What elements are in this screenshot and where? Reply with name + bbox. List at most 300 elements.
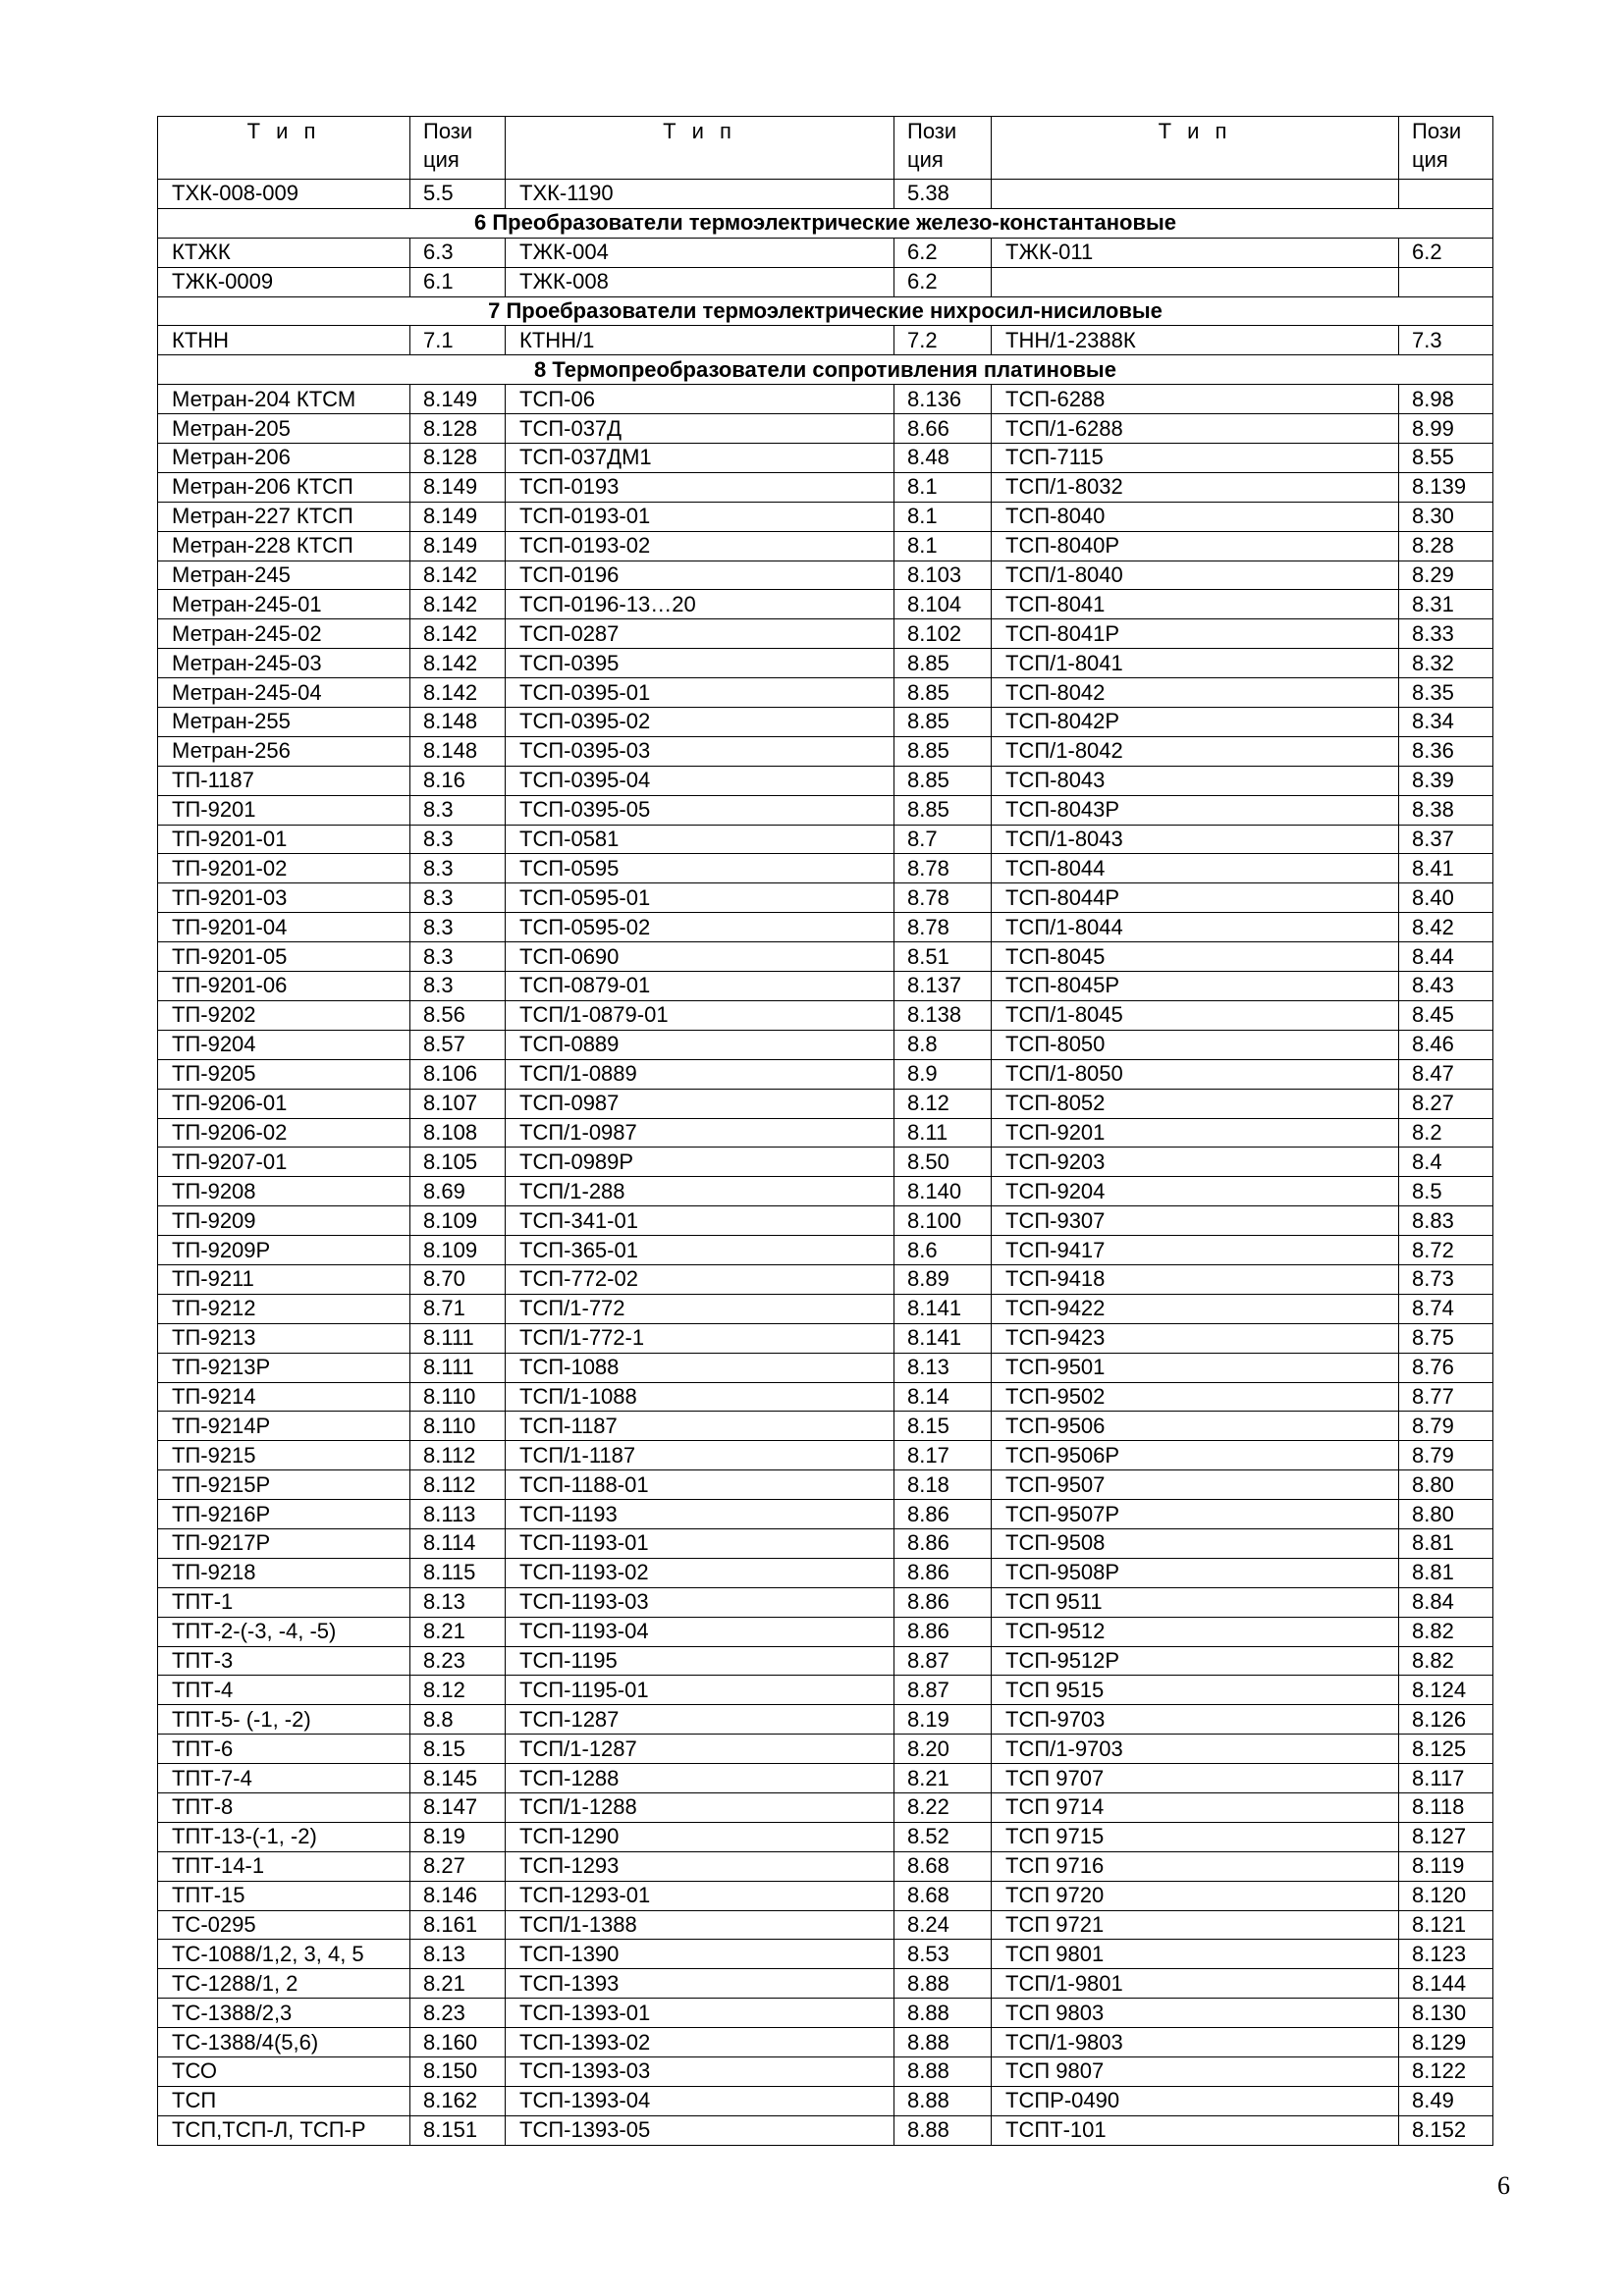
type-cell: ТХК-1190 — [506, 180, 894, 209]
position-cell: 8.117 — [1399, 1764, 1493, 1793]
position-cell: 8.118 — [1399, 1792, 1493, 1822]
type-cell: ТСП-0595-01 — [506, 883, 894, 913]
table-body — [158, 117, 1493, 2146]
type-cell: ТСП-1393-04 — [506, 2086, 894, 2115]
type-cell: ТСП/1-6288 — [992, 414, 1399, 444]
type-cell: ТСП-9507Р — [992, 1500, 1399, 1529]
position-cell: 6.2 — [1399, 238, 1493, 267]
table-row — [158, 238, 1493, 267]
position-cell: 8.152 — [1399, 2115, 1493, 2145]
position-cell: 8.36 — [1399, 736, 1493, 766]
table-row — [158, 1206, 1493, 1236]
table-row — [158, 1059, 1493, 1089]
type-cell: Метран-206 — [158, 444, 410, 473]
position-cell: 8.115 — [410, 1558, 506, 1587]
position-cell: 8.85 — [894, 708, 992, 737]
position-cell: 8.142 — [410, 590, 506, 619]
section-heading-row — [158, 296, 1493, 326]
type-cell: ТЖК-008 — [506, 267, 894, 296]
position-cell: 8.19 — [894, 1705, 992, 1735]
position-cell: 7.3 — [1399, 326, 1493, 355]
position-cell: 8.123 — [1399, 1940, 1493, 1969]
type-cell: ТСП 9803 — [992, 1999, 1399, 2028]
table-row — [158, 1969, 1493, 1999]
type-cell: ТСП 9511 — [992, 1587, 1399, 1617]
table-row — [158, 825, 1493, 854]
type-cell: ТСП-1193 — [506, 1500, 894, 1529]
table-row — [158, 1558, 1493, 1587]
type-cell: ТСП-1287 — [506, 1705, 894, 1735]
position-cell: 8.52 — [894, 1822, 992, 1851]
position-cell: 8.34 — [1399, 708, 1493, 737]
position-cell: 8.32 — [1399, 649, 1493, 678]
type-cell: ТСП-9203 — [992, 1148, 1399, 1177]
position-cell: 8.88 — [894, 2115, 992, 2145]
type-cell: ТСП-0395-05 — [506, 795, 894, 825]
position-cell: 8.80 — [1399, 1470, 1493, 1500]
table-row — [158, 1236, 1493, 1265]
position-cell: 8.100 — [894, 1206, 992, 1236]
position-cell: 8.130 — [1399, 1999, 1493, 2028]
type-cell: ТСП-0395-04 — [506, 766, 894, 795]
type-cell: ТСП-1195-01 — [506, 1676, 894, 1705]
position-cell: 8.15 — [410, 1735, 506, 1764]
table-row — [158, 590, 1493, 619]
position-cell: 8.103 — [894, 561, 992, 590]
type-cell: ТП-9209Р — [158, 1236, 410, 1265]
position-cell: 8.110 — [410, 1412, 506, 1441]
type-cell: ТНН/1-2388К — [992, 326, 1399, 355]
type-cell: ТП-9214Р — [158, 1412, 410, 1441]
position-cell: 8.85 — [894, 736, 992, 766]
page-number: 6 — [1497, 2171, 1510, 2200]
position-cell: 8.139 — [1399, 472, 1493, 502]
position-cell: 8.68 — [894, 1881, 992, 1910]
type-cell: ТСП-1293 — [506, 1851, 894, 1881]
position-cell: 8.86 — [894, 1617, 992, 1646]
position-cell: 8.122 — [1399, 2057, 1493, 2087]
position-cell: 7.2 — [894, 326, 992, 355]
type-cell: ТСП-8040Р — [992, 531, 1399, 561]
position-cell: 8.144 — [1399, 1969, 1493, 1999]
position-cell: 8.105 — [410, 1148, 506, 1177]
type-cell: ТПТ-1 — [158, 1587, 410, 1617]
type-cell: КТНН/1 — [506, 326, 894, 355]
section-heading-row — [158, 208, 1493, 238]
type-cell: ТП-9209 — [158, 1206, 410, 1236]
position-cell: 8.109 — [410, 1206, 506, 1236]
type-cell: ТСПТ-101 — [992, 2115, 1399, 2145]
position-cell: 8.49 — [1399, 2086, 1493, 2115]
position-cell: 8.21 — [894, 1764, 992, 1793]
type-cell: ТСП-0595 — [506, 854, 894, 883]
position-cell: 8.3 — [410, 795, 506, 825]
type-cell: ТСП-8042 — [992, 678, 1399, 708]
position-cell: 8.37 — [1399, 825, 1493, 854]
position-cell: 8.23 — [410, 1999, 506, 2028]
position-cell: 8.141 — [894, 1294, 992, 1323]
type-cell: ТС-1088/1,2, 3, 4, 5 — [158, 1940, 410, 1969]
position-cell: 8.85 — [894, 678, 992, 708]
type-cell: ТСП/1-0889 — [506, 1059, 894, 1089]
position-cell: 8.50 — [894, 1148, 992, 1177]
type-cell: ТСП-8045 — [992, 942, 1399, 972]
type-cell: ТСП-1193-02 — [506, 1558, 894, 1587]
type-cell: ТПТ-13-(-1, -2) — [158, 1822, 410, 1851]
type-cell: ТСП-06 — [506, 385, 894, 414]
type-cell: ТСП/1-9801 — [992, 1969, 1399, 1999]
type-cell: ТСП 9721 — [992, 1910, 1399, 1940]
type-cell: ТП-9207-01 — [158, 1148, 410, 1177]
position-cell: 8.83 — [1399, 1206, 1493, 1236]
position-cell: 8.13 — [410, 1587, 506, 1617]
type-cell: ТП-9201-04 — [158, 913, 410, 942]
type-cell: ТП-9214 — [158, 1382, 410, 1412]
position-cell: 8.128 — [410, 444, 506, 473]
type-cell: ТСП-0196-13…20 — [506, 590, 894, 619]
position-cell: 8.88 — [894, 2028, 992, 2057]
position-cell: 8.27 — [410, 1851, 506, 1881]
type-cell: ТСП/1-1388 — [506, 1910, 894, 1940]
type-cell: ТП-9215Р — [158, 1470, 410, 1500]
table-row — [158, 1705, 1493, 1735]
position-cell: 8.7 — [894, 825, 992, 854]
type-cell: ТСП-8043Р — [992, 795, 1399, 825]
type-cell: ТСП/1-1088 — [506, 1382, 894, 1412]
position-cell: 8.79 — [1399, 1441, 1493, 1470]
type-cell: ТПТ-3 — [158, 1646, 410, 1676]
table-row — [158, 678, 1493, 708]
position-cell: 8.112 — [410, 1441, 506, 1470]
position-cell: 8.6 — [894, 1236, 992, 1265]
position-cell: 8.85 — [894, 795, 992, 825]
type-cell: ТСП-1187 — [506, 1412, 894, 1441]
table-row — [158, 913, 1493, 942]
type-cell: ТСП 9801 — [992, 1940, 1399, 1969]
position-cell: 8.77 — [1399, 1382, 1493, 1412]
position-cell: 8.81 — [1399, 1558, 1493, 1587]
position-cell: 8.80 — [1399, 1500, 1493, 1529]
type-cell: ТП-9218 — [158, 1558, 410, 1587]
position-cell: 8.102 — [894, 619, 992, 649]
position-cell: 8.98 — [1399, 385, 1493, 414]
type-cell: ТСО — [158, 2057, 410, 2087]
position-cell: 8.106 — [410, 1059, 506, 1089]
type-cell: ТСП,ТСП-Л, ТСП-Р — [158, 2115, 410, 2145]
type-cell: ТСП — [158, 2086, 410, 2115]
type-cell: ТСП-9201 — [992, 1118, 1399, 1148]
type-cell: ТСП/1-8041 — [992, 649, 1399, 678]
type-cell: ТСП-1393-03 — [506, 2057, 894, 2087]
type-cell: ТСП/1-8044 — [992, 913, 1399, 942]
table-row — [158, 414, 1493, 444]
position-cell: 8.3 — [410, 942, 506, 972]
type-cell: ТСП-8041 — [992, 590, 1399, 619]
position-cell: 8.107 — [410, 1089, 506, 1118]
type-cell: ТСП-037ДМ1 — [506, 444, 894, 473]
table-row — [158, 766, 1493, 795]
type-cell: ТПТ-6 — [158, 1735, 410, 1764]
table-row — [158, 561, 1493, 590]
section-title: 6 Преобразователи термоэлектрические железо-константановые — [158, 208, 1493, 238]
position-cell: 8.30 — [1399, 502, 1493, 531]
position-cell: 8.88 — [894, 1999, 992, 2028]
table-row — [158, 708, 1493, 737]
type-cell: ТСП-9506 — [992, 1412, 1399, 1441]
position-cell: 8.127 — [1399, 1822, 1493, 1851]
type-cell: ТСП-1393-01 — [506, 1999, 894, 2028]
type-cell: ТСП/1-1287 — [506, 1735, 894, 1764]
position-cell: 8.78 — [894, 913, 992, 942]
position-cell: 8.66 — [894, 414, 992, 444]
type-cell: ТСП-9703 — [992, 1705, 1399, 1735]
position-cell: 8.3 — [410, 883, 506, 913]
type-cell: ТС-0295 — [158, 1910, 410, 1940]
table-row — [158, 1676, 1493, 1705]
position-cell: 8.24 — [894, 1910, 992, 1940]
position-cell: 8.121 — [1399, 1910, 1493, 1940]
position-cell: 8.8 — [410, 1705, 506, 1735]
table-row — [158, 1910, 1493, 1940]
table-row — [158, 619, 1493, 649]
type-cell: ТСП-9508 — [992, 1528, 1399, 1558]
position-cell: 8.86 — [894, 1528, 992, 1558]
position-cell: 8.88 — [894, 2086, 992, 2115]
type-cell: ТСПР-0490 — [992, 2086, 1399, 2115]
position-cell: 8.81 — [1399, 1528, 1493, 1558]
table-row — [158, 1353, 1493, 1382]
type-cell: Метран-256 — [158, 736, 410, 766]
position-cell: 6.1 — [410, 267, 506, 296]
type-cell: ТСП-9512 — [992, 1617, 1399, 1646]
position-cell: 8.136 — [894, 385, 992, 414]
type-cell: ТСП 9716 — [992, 1851, 1399, 1881]
type-cell: ТСП-1290 — [506, 1822, 894, 1851]
table-row — [158, 1822, 1493, 1851]
position-cell: 8.68 — [894, 1851, 992, 1881]
table-row — [158, 1441, 1493, 1470]
position-cell: 8.1 — [894, 531, 992, 561]
position-cell: 8.111 — [410, 1353, 506, 1382]
type-cell: ТПТ-4 — [158, 1676, 410, 1705]
type-cell: ТСП-9307 — [992, 1206, 1399, 1236]
table-row — [158, 1264, 1493, 1294]
position-cell: 8.142 — [410, 619, 506, 649]
position-cell: 8.142 — [410, 649, 506, 678]
header-type-2: Т и п — [506, 117, 894, 180]
position-cell: 8.17 — [894, 1441, 992, 1470]
type-cell: ТП-9213 — [158, 1323, 410, 1353]
type-cell: ТС-1288/1, 2 — [158, 1969, 410, 1999]
type-cell: ТП-9201-03 — [158, 883, 410, 913]
position-cell: 8.112 — [410, 1470, 506, 1500]
type-cell: ТСП-0193 — [506, 472, 894, 502]
position-cell: 8.128 — [410, 414, 506, 444]
position-cell: 8.104 — [894, 590, 992, 619]
position-cell: 8.86 — [894, 1500, 992, 1529]
position-cell: 8.48 — [894, 444, 992, 473]
type-cell: ТСП-8050 — [992, 1030, 1399, 1059]
position-cell: 8.3 — [410, 972, 506, 1001]
position-cell: 8.3 — [410, 913, 506, 942]
table-row — [158, 2028, 1493, 2057]
type-cell: ТП-9201-06 — [158, 972, 410, 1001]
position-cell: 8.149 — [410, 531, 506, 561]
position-cell: 8.75 — [1399, 1323, 1493, 1353]
position-cell: 8.88 — [894, 2057, 992, 2087]
type-cell — [992, 267, 1399, 296]
type-cell: КТНН — [158, 326, 410, 355]
type-cell: ТП-9217Р — [158, 1528, 410, 1558]
position-cell: 8.1 — [894, 502, 992, 531]
type-cell: Метран-255 — [158, 708, 410, 737]
type-cell: ТПТ-15 — [158, 1881, 410, 1910]
type-cell: ТС-1388/4(5,6) — [158, 2028, 410, 2057]
type-cell: ТСП-8040 — [992, 502, 1399, 531]
type-cell: ТП-9206-02 — [158, 1118, 410, 1148]
type-cell: ТП-9215 — [158, 1441, 410, 1470]
type-cell: ТСП-0395-01 — [506, 678, 894, 708]
position-cell: 8.1 — [894, 472, 992, 502]
position-cell: 8.142 — [410, 561, 506, 590]
type-cell: ТС-1388/2,3 — [158, 1999, 410, 2028]
type-cell: ТСП-0395-03 — [506, 736, 894, 766]
position-cell: 8.145 — [410, 1764, 506, 1793]
type-cell: ТЖК-011 — [992, 238, 1399, 267]
position-cell: 8.85 — [894, 649, 992, 678]
table-row — [158, 502, 1493, 531]
type-cell: ТСП-1193-03 — [506, 1587, 894, 1617]
table-row — [158, 736, 1493, 766]
position-cell: 5.5 — [410, 180, 506, 209]
type-cell: ТСП-1288 — [506, 1764, 894, 1793]
type-cell: ТП-9202 — [158, 1000, 410, 1030]
type-cell: ТСП-0193-02 — [506, 531, 894, 561]
position-cell: 8.138 — [894, 1000, 992, 1030]
position-cell: 8.141 — [894, 1323, 992, 1353]
type-cell: ТСП 9714 — [992, 1792, 1399, 1822]
type-cell: ТП-9206-01 — [158, 1089, 410, 1118]
type-cell: ТСП-0595-02 — [506, 913, 894, 942]
table-row — [158, 444, 1493, 473]
table-row — [158, 795, 1493, 825]
type-cell: ТХК-008-009 — [158, 180, 410, 209]
type-cell: ТСП/1-9803 — [992, 2028, 1399, 2057]
type-cell: ТСП-8044 — [992, 854, 1399, 883]
type-cell: ТСП-1393 — [506, 1969, 894, 1999]
position-cell: 7.1 — [410, 326, 506, 355]
type-cell: ТП-9216Р — [158, 1500, 410, 1529]
type-cell: КТЖК — [158, 238, 410, 267]
position-cell: 8.12 — [894, 1089, 992, 1118]
table-row — [158, 1382, 1493, 1412]
table-row — [158, 180, 1493, 209]
table-row — [158, 1735, 1493, 1764]
position-cell: 8.76 — [1399, 1353, 1493, 1382]
position-cell: 8.33 — [1399, 619, 1493, 649]
table-row — [158, 1470, 1493, 1500]
position-cell: 8.149 — [410, 472, 506, 502]
position-cell: 8.39 — [1399, 766, 1493, 795]
type-cell: ТПТ-7-4 — [158, 1764, 410, 1793]
table-row — [158, 942, 1493, 972]
type-cell: ТСП-8043 — [992, 766, 1399, 795]
type-cell: ТСП-8052 — [992, 1089, 1399, 1118]
type-cell: Метран-205 — [158, 414, 410, 444]
type-cell: ТСП-9502 — [992, 1382, 1399, 1412]
table-row — [158, 1792, 1493, 1822]
type-cell: ТСП/1-0987 — [506, 1118, 894, 1148]
position-cell: 8.79 — [1399, 1412, 1493, 1441]
section-title: 8 Термопреобразователи сопротивления платиновые — [158, 355, 1493, 385]
type-cell: ТП-9211 — [158, 1264, 410, 1294]
position-cell: 8.35 — [1399, 678, 1493, 708]
position-cell: 6.2 — [894, 238, 992, 267]
type-cell: ТСП 9515 — [992, 1676, 1399, 1705]
type-cell: ТП-9201-05 — [158, 942, 410, 972]
type-cell: ТСП-1195 — [506, 1646, 894, 1676]
type-cell: ТСП 9707 — [992, 1764, 1399, 1793]
position-cell: 8.11 — [894, 1118, 992, 1148]
table-row — [158, 1617, 1493, 1646]
position-cell: 8.28 — [1399, 531, 1493, 561]
position-cell: 8.31 — [1399, 590, 1493, 619]
table-row — [158, 267, 1493, 296]
position-cell: 8.47 — [1399, 1059, 1493, 1089]
position-cell: 8.29 — [1399, 561, 1493, 590]
type-cell: ТСП-1393-02 — [506, 2028, 894, 2057]
type-cell: ТСП-1193-01 — [506, 1528, 894, 1558]
type-cell: ТСП-8045Р — [992, 972, 1399, 1001]
table-row — [158, 883, 1493, 913]
type-cell: ТП-9201-02 — [158, 854, 410, 883]
type-cell: ТСП-6288 — [992, 385, 1399, 414]
position-cell: 8.71 — [410, 1294, 506, 1323]
position-cell: 8.86 — [894, 1587, 992, 1617]
catalog-index-table — [157, 116, 1493, 2146]
position-cell: 8.23 — [410, 1646, 506, 1676]
type-cell: ТСП/1-772-1 — [506, 1323, 894, 1353]
type-cell: Метран-245-02 — [158, 619, 410, 649]
position-cell: 8.41 — [1399, 854, 1493, 883]
type-cell: ТСП-9506Р — [992, 1441, 1399, 1470]
position-cell: 8.12 — [410, 1676, 506, 1705]
position-cell: 8.162 — [410, 2086, 506, 2115]
position-cell: 8.99 — [1399, 414, 1493, 444]
position-cell: 8.53 — [894, 1940, 992, 1969]
type-cell: ТСП-037Д — [506, 414, 894, 444]
type-cell: ТСП-365-01 — [506, 1236, 894, 1265]
table-header-row — [158, 117, 1493, 180]
position-cell: 8.21 — [410, 1969, 506, 1999]
type-cell: ТСП-9512Р — [992, 1646, 1399, 1676]
position-cell: 8.3 — [410, 854, 506, 883]
table-row — [158, 385, 1493, 414]
table-row — [158, 1528, 1493, 1558]
type-cell: ТСП/1-8032 — [992, 472, 1399, 502]
position-cell: 8.148 — [410, 708, 506, 737]
position-cell: 8.38 — [1399, 795, 1493, 825]
table-row — [158, 649, 1493, 678]
header-position-2: Пози ция — [894, 117, 992, 180]
position-cell — [1399, 267, 1493, 296]
type-cell: ТСП-0690 — [506, 942, 894, 972]
type-cell: Метран-245-01 — [158, 590, 410, 619]
position-cell: 8.84 — [1399, 1587, 1493, 1617]
position-cell: 8.86 — [894, 1558, 992, 1587]
position-cell: 8.20 — [894, 1735, 992, 1764]
type-cell: ТСП/1-8043 — [992, 825, 1399, 854]
